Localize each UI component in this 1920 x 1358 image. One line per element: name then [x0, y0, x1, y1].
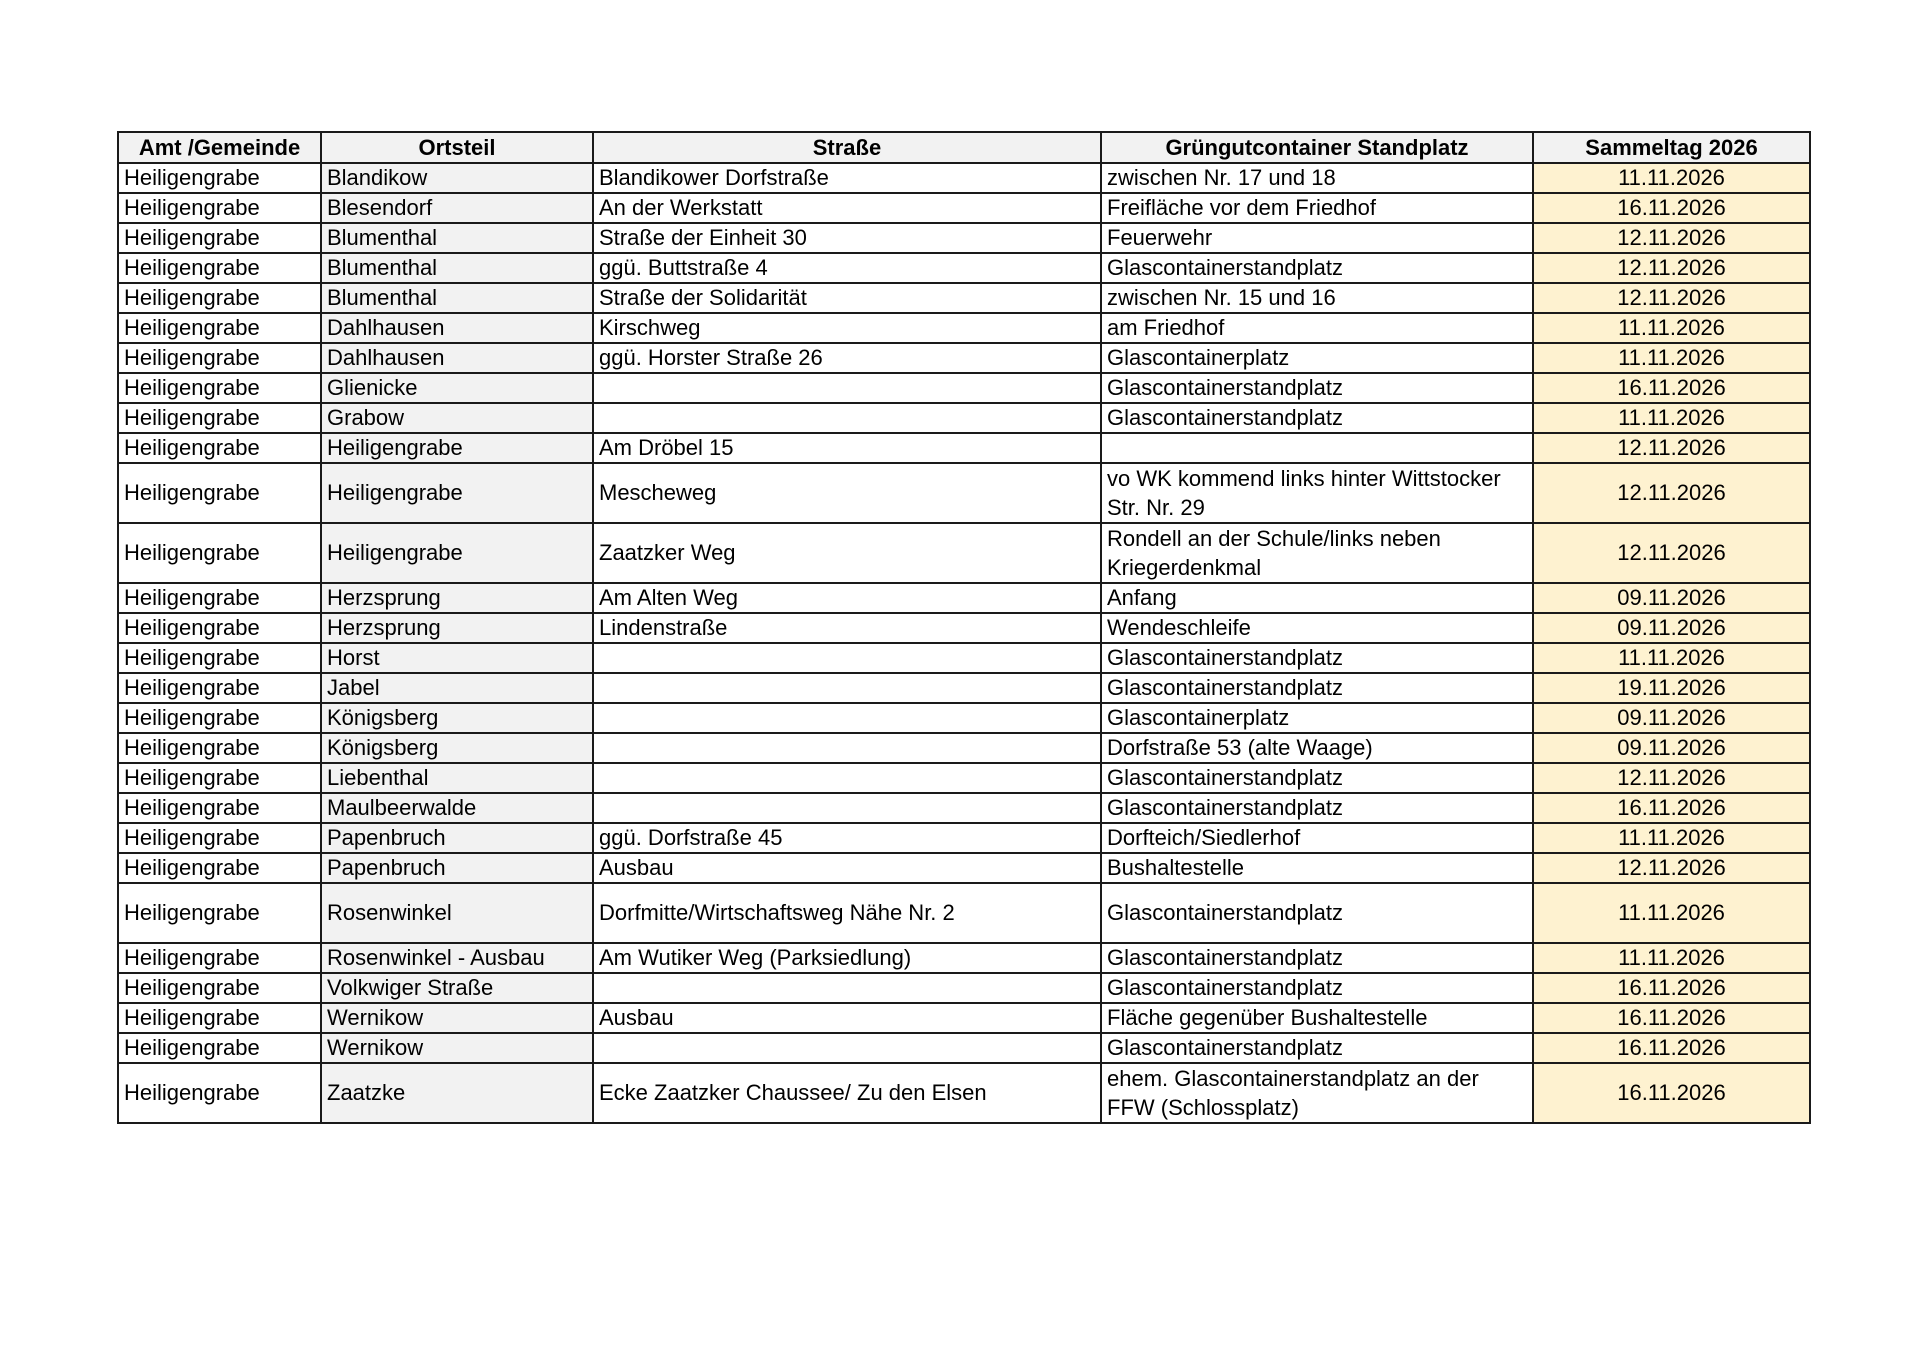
cell-strasse: Ausbau: [593, 1003, 1101, 1033]
cell-ortsteil: Königsberg: [321, 733, 593, 763]
cell-amt: Heiligengrabe: [118, 733, 321, 763]
cell-amt: Heiligengrabe: [118, 313, 321, 343]
cell-sammeltag: 19.11.2026: [1533, 673, 1810, 703]
cell-amt: Heiligengrabe: [118, 823, 321, 853]
cell-sammeltag: 12.11.2026: [1533, 283, 1810, 313]
cell-sammeltag: 16.11.2026: [1533, 973, 1810, 1003]
header-ortsteil: Ortsteil: [321, 132, 593, 163]
cell-amt: Heiligengrabe: [118, 373, 321, 403]
cell-strasse: Mescheweg: [593, 463, 1101, 523]
table-row: [118, 943, 1810, 973]
cell-ortsteil: Blesendorf: [321, 193, 593, 223]
cell-ortsteil: Papenbruch: [321, 823, 593, 853]
cell-amt: Heiligengrabe: [118, 403, 321, 433]
cell-sammeltag: 16.11.2026: [1533, 1033, 1810, 1063]
cell-amt: Heiligengrabe: [118, 253, 321, 283]
cell-ortsteil: Blandikow: [321, 163, 593, 193]
table-row: [118, 1063, 1810, 1123]
table-row: [118, 703, 1810, 733]
cell-strasse: [593, 1033, 1101, 1063]
header-standplatz: Grüngutcontainer Standplatz: [1101, 132, 1533, 163]
cell-ortsteil: Horst: [321, 643, 593, 673]
header-row: [118, 132, 1810, 163]
table-row: [118, 223, 1810, 253]
cell-standplatz: Glascontainerstandplatz: [1101, 673, 1533, 703]
cell-strasse: Ausbau: [593, 853, 1101, 883]
table-row: [118, 523, 1810, 583]
cell-sammeltag: 16.11.2026: [1533, 1003, 1810, 1033]
cell-sammeltag: 16.11.2026: [1533, 373, 1810, 403]
table-row: [118, 343, 1810, 373]
cell-sammeltag: 12.11.2026: [1533, 253, 1810, 283]
cell-strasse: [593, 673, 1101, 703]
cell-standplatz: Feuerwehr: [1101, 223, 1533, 253]
cell-amt: Heiligengrabe: [118, 793, 321, 823]
table-row: [118, 313, 1810, 343]
cell-strasse: Zaatzker Weg: [593, 523, 1101, 583]
cell-amt: Heiligengrabe: [118, 1033, 321, 1063]
cell-amt: Heiligengrabe: [118, 883, 321, 943]
cell-strasse: Am Alten Weg: [593, 583, 1101, 613]
cell-standplatz: [1101, 433, 1533, 463]
cell-amt: Heiligengrabe: [118, 1003, 321, 1033]
cell-sammeltag: 12.11.2026: [1533, 853, 1810, 883]
cell-amt: Heiligengrabe: [118, 163, 321, 193]
cell-ortsteil: Rosenwinkel: [321, 883, 593, 943]
table-row: [118, 433, 1810, 463]
cell-ortsteil: Liebenthal: [321, 763, 593, 793]
header-amt: Amt /Gemeinde: [118, 132, 321, 163]
table-row: [118, 163, 1810, 193]
cell-strasse: Am Dröbel 15: [593, 433, 1101, 463]
cell-ortsteil: Wernikow: [321, 1033, 593, 1063]
cell-ortsteil: Rosenwinkel - Ausbau: [321, 943, 593, 973]
cell-standplatz: Glascontainerstandplatz: [1101, 403, 1533, 433]
cell-strasse: Straße der Einheit 30: [593, 223, 1101, 253]
cell-strasse: [593, 643, 1101, 673]
cell-ortsteil: Volkwiger Straße: [321, 973, 593, 1003]
table-row: [118, 763, 1810, 793]
collection-schedule-table: [117, 131, 1811, 1124]
cell-ortsteil: Blumenthal: [321, 223, 593, 253]
cell-sammeltag: 11.11.2026: [1533, 883, 1810, 943]
table-row: [118, 403, 1810, 433]
cell-strasse: Blandikower Dorfstraße: [593, 163, 1101, 193]
cell-strasse: ggü. Horster Straße 26: [593, 343, 1101, 373]
cell-standplatz: Dorfteich/Siedlerhof: [1101, 823, 1533, 853]
cell-standplatz: zwischen Nr. 15 und 16: [1101, 283, 1533, 313]
table-row: [118, 823, 1810, 853]
table-row: [118, 733, 1810, 763]
cell-standplatz: ehem. Glascontainerstandplatz an der FFW (Schlossplatz): [1101, 1063, 1533, 1123]
cell-sammeltag: 11.11.2026: [1533, 403, 1810, 433]
cell-strasse: [593, 733, 1101, 763]
table-row: [118, 373, 1810, 403]
cell-standplatz: Glascontainerstandplatz: [1101, 793, 1533, 823]
cell-amt: Heiligengrabe: [118, 943, 321, 973]
cell-ortsteil: Dahlhausen: [321, 343, 593, 373]
cell-sammeltag: 09.11.2026: [1533, 613, 1810, 643]
header-sammeltag: Sammeltag 2026: [1533, 132, 1810, 163]
cell-ortsteil: Glienicke: [321, 373, 593, 403]
table-row: [118, 1033, 1810, 1063]
cell-standplatz: Glascontainerstandplatz: [1101, 373, 1533, 403]
cell-sammeltag: 11.11.2026: [1533, 313, 1810, 343]
cell-amt: Heiligengrabe: [118, 583, 321, 613]
cell-standplatz: Glascontainerstandplatz: [1101, 763, 1533, 793]
cell-amt: Heiligengrabe: [118, 223, 321, 253]
cell-strasse: Straße der Solidarität: [593, 283, 1101, 313]
header-strasse: Straße: [593, 132, 1101, 163]
cell-standplatz: Wendeschleife: [1101, 613, 1533, 643]
cell-ortsteil: Dahlhausen: [321, 313, 593, 343]
table-row: [118, 463, 1810, 523]
cell-ortsteil: Heiligengrabe: [321, 433, 593, 463]
cell-ortsteil: Jabel: [321, 673, 593, 703]
cell-strasse: Dorfmitte/Wirtschaftsweg Nähe Nr. 2: [593, 883, 1101, 943]
cell-sammeltag: 12.11.2026: [1533, 523, 1810, 583]
table-row: [118, 853, 1810, 883]
cell-sammeltag: 16.11.2026: [1533, 793, 1810, 823]
table-row: [118, 613, 1810, 643]
cell-strasse: Ecke Zaatzker Chaussee/ Zu den Elsen: [593, 1063, 1101, 1123]
cell-sammeltag: 11.11.2026: [1533, 643, 1810, 673]
cell-ortsteil: Blumenthal: [321, 283, 593, 313]
cell-sammeltag: 11.11.2026: [1533, 343, 1810, 373]
cell-amt: Heiligengrabe: [118, 433, 321, 463]
cell-sammeltag: 09.11.2026: [1533, 583, 1810, 613]
cell-standplatz: Glascontainerstandplatz: [1101, 883, 1533, 943]
cell-amt: Heiligengrabe: [118, 613, 321, 643]
cell-amt: Heiligengrabe: [118, 643, 321, 673]
cell-strasse: [593, 763, 1101, 793]
cell-strasse: ggü. Dorfstraße 45: [593, 823, 1101, 853]
cell-ortsteil: Zaatzke: [321, 1063, 593, 1123]
cell-sammeltag: 16.11.2026: [1533, 193, 1810, 223]
cell-sammeltag: 11.11.2026: [1533, 163, 1810, 193]
cell-sammeltag: 16.11.2026: [1533, 1063, 1810, 1123]
cell-strasse: ggü. Buttstraße 4: [593, 253, 1101, 283]
cell-standplatz: Glascontainerplatz: [1101, 343, 1533, 373]
cell-standplatz: zwischen Nr. 17 und 18: [1101, 163, 1533, 193]
cell-amt: Heiligengrabe: [118, 853, 321, 883]
cell-sammeltag: 12.11.2026: [1533, 763, 1810, 793]
cell-ortsteil: Herzsprung: [321, 613, 593, 643]
cell-ortsteil: Heiligengrabe: [321, 463, 593, 523]
table-row: [118, 643, 1810, 673]
cell-standplatz: Freifläche vor dem Friedhof: [1101, 193, 1533, 223]
cell-sammeltag: 11.11.2026: [1533, 823, 1810, 853]
cell-standplatz: vo WK kommend links hinter Wittstocker Str. Nr. 29: [1101, 463, 1533, 523]
cell-amt: Heiligengrabe: [118, 193, 321, 223]
table-row: [118, 1003, 1810, 1033]
cell-amt: Heiligengrabe: [118, 283, 321, 313]
cell-strasse: An der Werkstatt: [593, 193, 1101, 223]
cell-standplatz: Dorfstraße 53 (alte Waage): [1101, 733, 1533, 763]
cell-sammeltag: 09.11.2026: [1533, 703, 1810, 733]
cell-amt: Heiligengrabe: [118, 463, 321, 523]
cell-strasse: [593, 793, 1101, 823]
cell-ortsteil: Grabow: [321, 403, 593, 433]
cell-amt: Heiligengrabe: [118, 973, 321, 1003]
cell-standplatz: Glascontainerstandplatz: [1101, 1033, 1533, 1063]
cell-standplatz: Glascontainerstandplatz: [1101, 973, 1533, 1003]
cell-sammeltag: 12.11.2026: [1533, 463, 1810, 523]
cell-strasse: Kirschweg: [593, 313, 1101, 343]
cell-standplatz: Glascontainerstandplatz: [1101, 253, 1533, 283]
cell-sammeltag: 12.11.2026: [1533, 223, 1810, 253]
cell-strasse: [593, 703, 1101, 733]
cell-strasse: Lindenstraße: [593, 613, 1101, 643]
cell-standplatz: Fläche gegenüber Bushaltestelle: [1101, 1003, 1533, 1033]
cell-ortsteil: Blumenthal: [321, 253, 593, 283]
cell-strasse: [593, 373, 1101, 403]
cell-standplatz: Rondell an der Schule/links neben Kriegerdenkmal: [1101, 523, 1533, 583]
cell-strasse: [593, 403, 1101, 433]
table-row: [118, 883, 1810, 943]
table-row: [118, 673, 1810, 703]
table-row: [118, 793, 1810, 823]
table-row: [118, 583, 1810, 613]
cell-standplatz: Glascontainerstandplatz: [1101, 643, 1533, 673]
cell-ortsteil: Herzsprung: [321, 583, 593, 613]
cell-amt: Heiligengrabe: [118, 673, 321, 703]
cell-standplatz: am Friedhof: [1101, 313, 1533, 343]
cell-amt: Heiligengrabe: [118, 343, 321, 373]
cell-standplatz: Glascontainerstandplatz: [1101, 943, 1533, 973]
cell-strasse: Am Wutiker Weg (Parksiedlung): [593, 943, 1101, 973]
table-row: [118, 283, 1810, 313]
table-row: [118, 253, 1810, 283]
cell-strasse: [593, 973, 1101, 1003]
table-row: [118, 193, 1810, 223]
cell-ortsteil: Papenbruch: [321, 853, 593, 883]
cell-sammeltag: 12.11.2026: [1533, 433, 1810, 463]
table-body: [118, 163, 1810, 1123]
table-row: [118, 973, 1810, 1003]
cell-amt: Heiligengrabe: [118, 523, 321, 583]
cell-amt: Heiligengrabe: [118, 1063, 321, 1123]
cell-standplatz: Glascontainerplatz: [1101, 703, 1533, 733]
cell-standplatz: Anfang: [1101, 583, 1533, 613]
cell-ortsteil: Maulbeerwalde: [321, 793, 593, 823]
table-header: [118, 132, 1810, 163]
cell-amt: Heiligengrabe: [118, 703, 321, 733]
cell-standplatz: Bushaltestelle: [1101, 853, 1533, 883]
cell-sammeltag: 09.11.2026: [1533, 733, 1810, 763]
cell-ortsteil: Wernikow: [321, 1003, 593, 1033]
cell-amt: Heiligengrabe: [118, 763, 321, 793]
cell-sammeltag: 11.11.2026: [1533, 943, 1810, 973]
cell-ortsteil: Königsberg: [321, 703, 593, 733]
cell-ortsteil: Heiligengrabe: [321, 523, 593, 583]
